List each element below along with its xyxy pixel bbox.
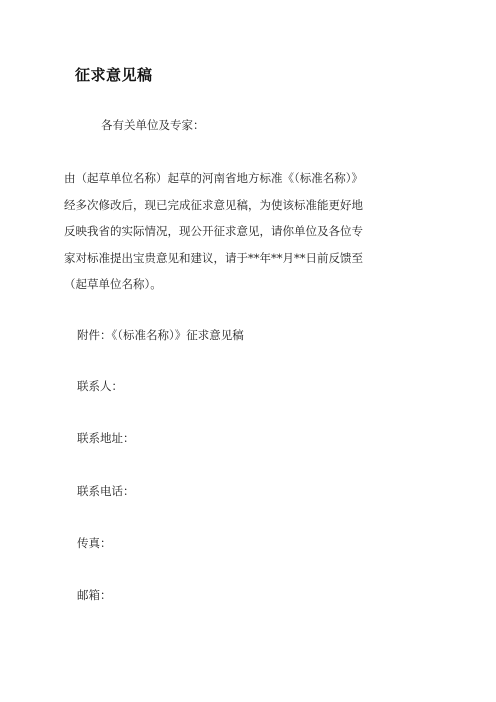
- body-paragraph: [64, 165, 434, 298]
- fax-label: 传真：: [77, 536, 112, 550]
- attachment-line: 附件：《（标准名称）》征求意见稿: [77, 328, 244, 342]
- body-line: 家对标准提出宝贵意见和建议，请于**年**月**日前反馈至: [64, 250, 363, 265]
- body-line: 反映我省的实际情况，现公开征求意见，请你单位及各位专: [64, 224, 363, 238]
- contact-person-label: 联系人：: [77, 379, 123, 393]
- contact-phone-label: 联系电话：: [77, 484, 135, 498]
- email-label: 邮箱：: [77, 588, 112, 602]
- contact-address-label: 联系地址：: [77, 431, 135, 445]
- document-title: 征求意见稿: [75, 66, 153, 84]
- salutation: 各有关单位及专家：: [101, 118, 205, 132]
- body-line: 由（起草单位名称）起草的河南省地方标准《（标准名称）》: [64, 171, 363, 185]
- body-line: （起草单位名称）。: [64, 277, 162, 291]
- body-line: 经多次修改后，现已完成征求意见稿，为使该标准能更好地: [64, 197, 363, 212]
